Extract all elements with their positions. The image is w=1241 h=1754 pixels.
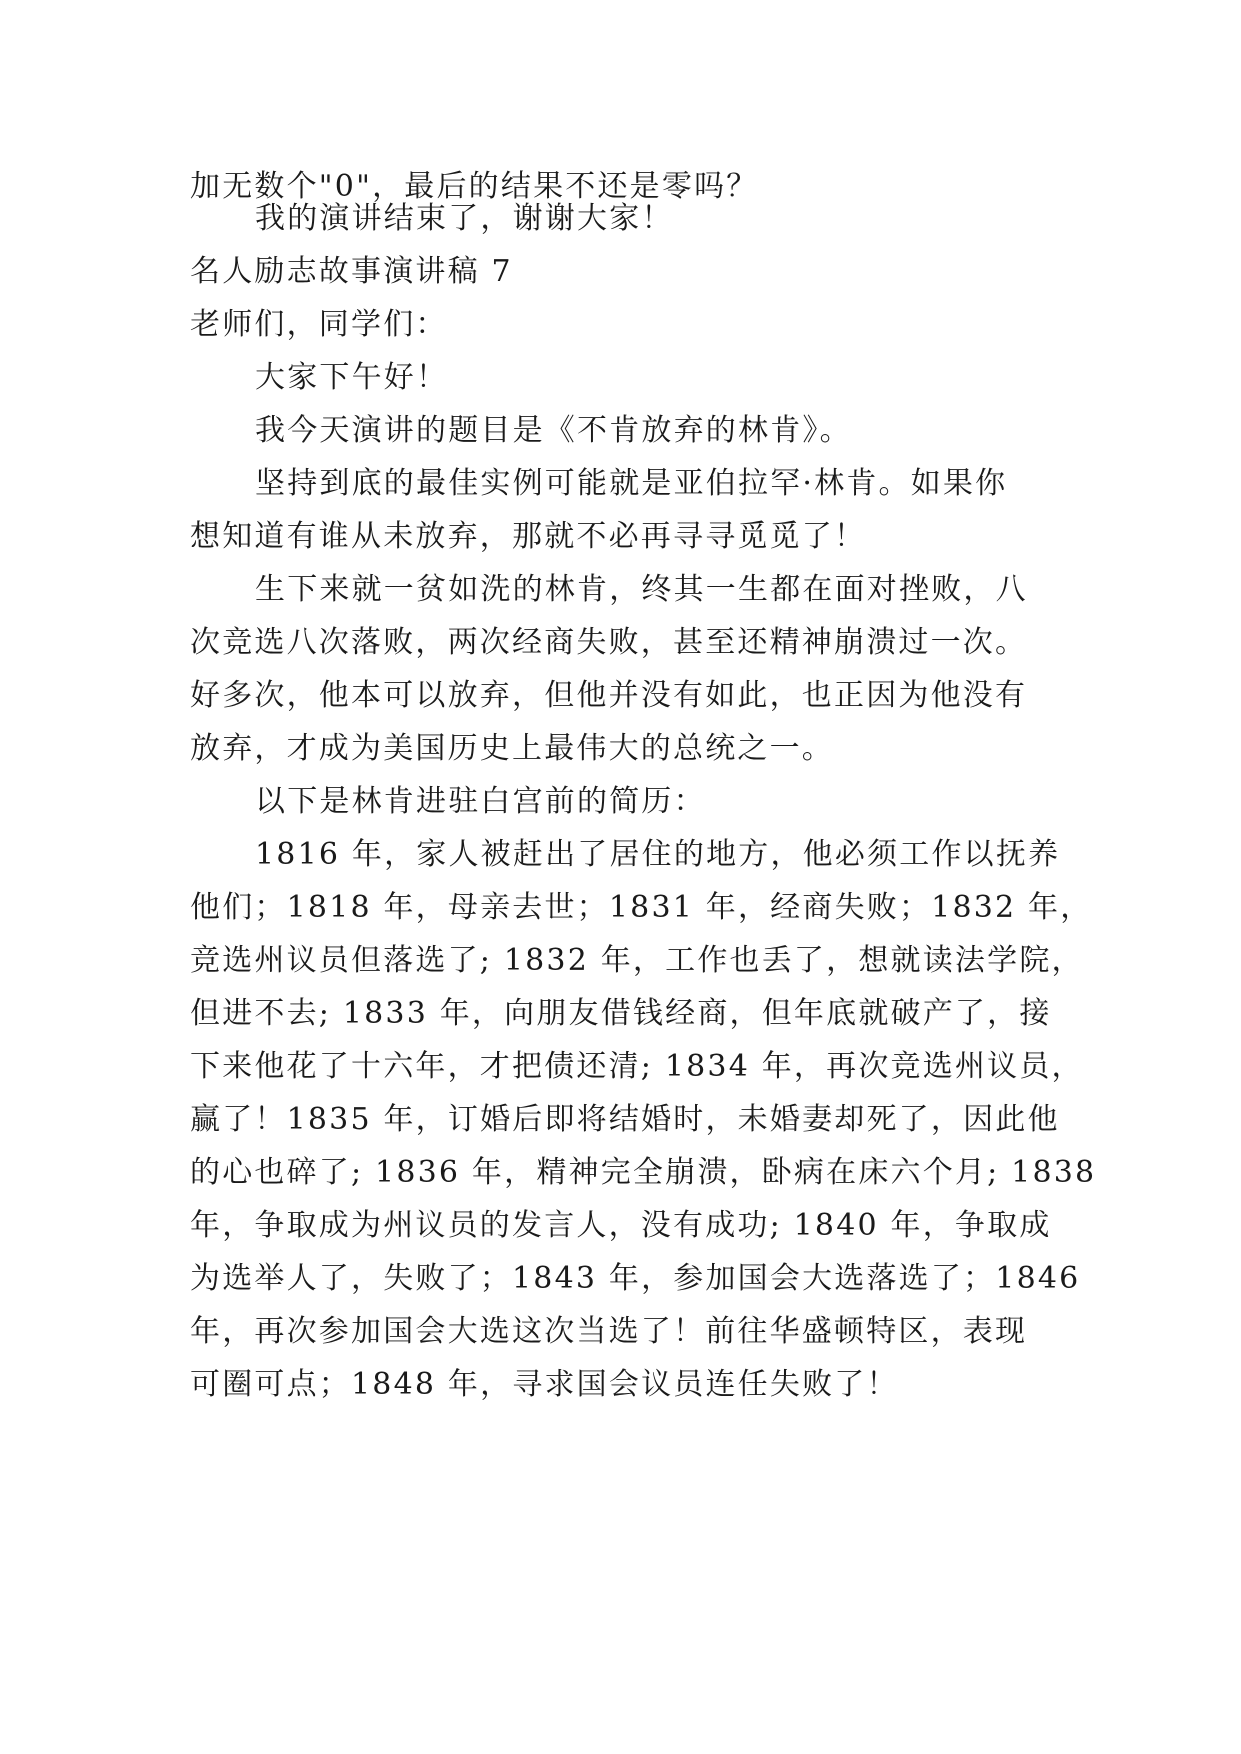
paragraph-line: 年，争取成为州议员的发言人，没有成功; 1840 年，争取成 <box>190 1208 1052 1243</box>
paragraph-line: 坚持到底的最佳实例可能就是亚伯拉罕·林肯。如果你 <box>255 466 1008 501</box>
paragraph-line: 但进不去; 1833 年，向朋友借钱经商，但年底就破产了，接 <box>190 996 1052 1031</box>
topic-line: 我今天演讲的题目是《不肯放弃的林肯》。 <box>255 413 852 448</box>
paragraph-line: 年，再次参加国会大选这次当选了！前往华盛顿特区，表现 <box>190 1314 1028 1349</box>
salutation-line: 老师们，同学们： <box>190 307 448 342</box>
greeting-line: 大家下午好！ <box>255 360 449 395</box>
paragraph-line: 他们；1818 年，母亲去世；1831 年，经商失败；1832 年， <box>190 890 1093 925</box>
paragraph-line: 放弃，才成为美国历史上最伟大的总统之一。 <box>190 731 834 766</box>
paragraph-line: 下来他花了十六年，才把债还清; 1834 年，再次竞选州议员， <box>190 1049 1084 1084</box>
paragraph-line: 1816 年，家人被赶出了居住的地方，他必须工作以抚养 <box>255 837 1061 872</box>
paragraph-line: 的心也碎了; 1836 年，精神完全崩溃，卧病在床六个月; 1838 <box>190 1155 1097 1190</box>
paragraph-line: 以下是林肯进驻白宫前的简历： <box>255 784 706 819</box>
closing-line: 我的演讲结束了，谢谢大家！ <box>255 201 674 236</box>
paragraph-line: 加无数个"0"，最后的结果不还是零吗？ <box>190 169 759 204</box>
paragraph-line: 为选举人了，失败了；1843 年，参加国会大选落选了；1846 <box>190 1261 1081 1296</box>
paragraph-line: 赢了！1835 年，订婚后即将结婚时，未婚妻却死了，因此他 <box>190 1102 1060 1137</box>
paragraph-line: 次竞选八次落败，两次经商失败，甚至还精神崩溃过一次。 <box>190 625 1028 660</box>
section-title: 名人励志故事演讲稿 7 <box>190 254 513 289</box>
paragraph-line: 生下来就一贫如洗的林肯，终其一生都在面对挫败，八 <box>255 572 1028 607</box>
paragraph-line: 可圈可点；1848 年，寻求国会议员连任失败了！ <box>190 1367 899 1402</box>
paragraph-line: 好多次，他本可以放弃，但他并没有如此，也正因为他没有 <box>190 678 1028 713</box>
paragraph-line: 想知道有谁从未放弃，那就不必再寻寻觅觅了！ <box>190 519 867 554</box>
paragraph-line: 竞选州议员但落选了; 1832 年，工作也丢了，想就读法学院， <box>190 943 1084 978</box>
